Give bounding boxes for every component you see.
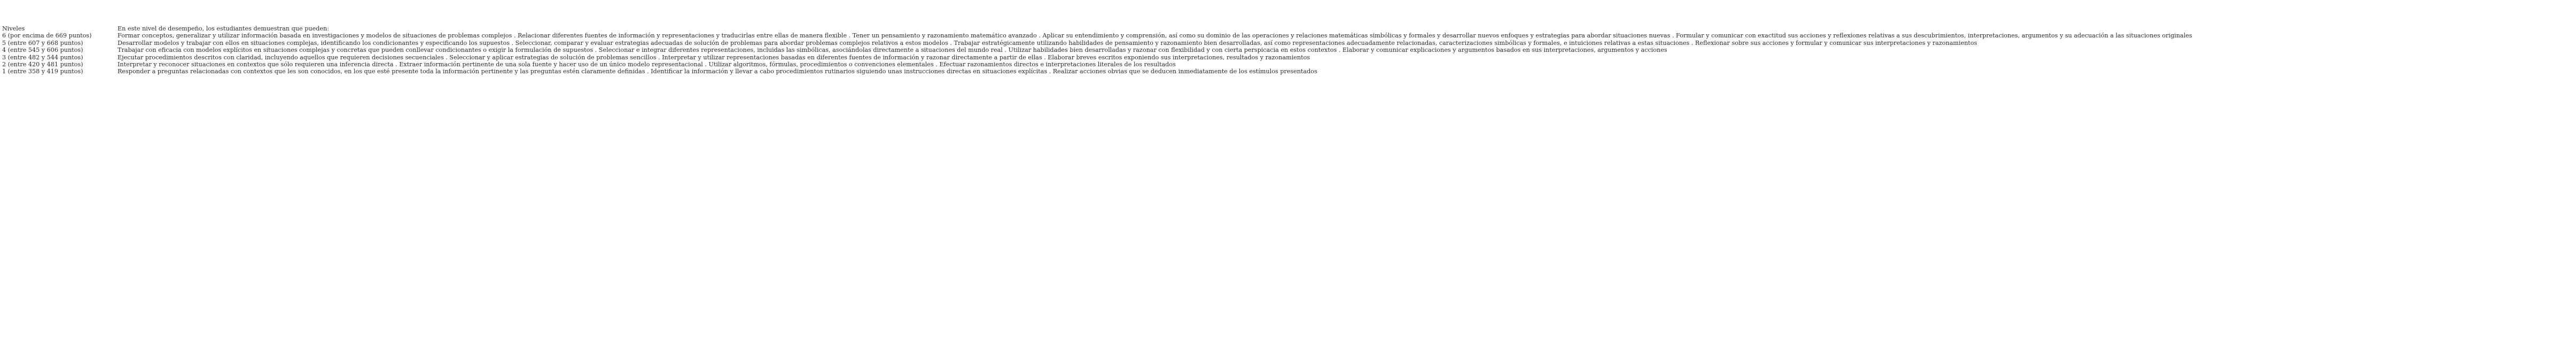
- level-description: Ejecutar procedimientos descritos con claridad, incluyendo aquellos que requieren decisiones secuenciales . Seleccionar y aplicar estrategias de solución de problemas sencillos . Interpretar y utilizar representaciones basadas en diferentes fuentes de información y razonar directamente a partir de ellas . Elaborar breves escritos exponiendo sus interpretaciones, resultados y razonamientos: [118, 53, 1310, 61]
- level-description: Desarrollar modelos y trabajar con ellos en situaciones complejas, identificando los condicionantes y especificando los supuestos . Seleccionar, comparar y evaluar estrategias adecuadas de solución de problemas para abordar problemas complejos relativos a estos modelos . Trabajar estratégicamente utilizando habilidades de pensamiento y razonamiento bien desarrolladas, así como representaciones adecuadamente relacionadas, caracterizaciones simbólicas y formales, e intuiciones relativas a estas situaciones . Reflexionar sobre sus acciones y formular y comunicar sus interpretaciones y razonamientos: [118, 39, 1977, 47]
- level-label: 4 (entre 545 y 606 puntos): [2, 47, 83, 54]
- level-row-1: [2, 68, 2574, 75]
- level-label: 5 (entre 607 y 668 puntos): [2, 39, 83, 47]
- level-description: Formar conceptos, generalizar y utilizar información basada en investigaciones y modelos de situaciones de problemas complejos . Relacionar diferentes fuentes de información y representaciones y traducirlas entre ellas de manera flexible . Tener un pensamiento y razonamiento matemático avanzado . Aplicar su entendimiento y comprensión, así como su dominio de las operaciones y relaciones matemáticas simbólicas y formales y desarrollar nuevos enfoques y estrategias para abordar situaciones nuevas . Formular y comunicar con exactitud sus acciones y reflexiones relativas a sus descubrimientos, interpretaciones, argumentos y su adecuación a las situaciones originales: [118, 32, 2192, 40]
- level-label: 6 (por encima de 669 puntos): [2, 32, 92, 40]
- level-label: 2 (entre 420 y 481 puntos): [2, 60, 83, 68]
- level-row-6: [2, 32, 2574, 39]
- header-row: [2, 25, 2574, 32]
- level-row-4: [2, 47, 2574, 53]
- level-row-5: [2, 40, 2574, 47]
- levels-document: [2, 25, 2574, 75]
- level-row-3: [2, 54, 2574, 61]
- level-description: Trabajar con eficacia con modelos explícitos en situaciones complejas y concretas que pueden conllevar condicionantes o exigir la formulación de supuestos . Seleccionar e integrar diferentes representaciones, incluidas las simbólicas, asociándolas directamente a situaciones del mundo real . Utilizar habilidades bien desarrolladas y razonar con flexibilidad y con cierta perspicacia en estos contextos . Elaborar y comunicar explicaciones y argumentos basados en sus interpretaciones, argumentos y acciones: [118, 47, 1667, 54]
- description-heading: En este nivel de desempeño, los estudiantes demuestran que pueden:: [118, 25, 329, 32]
- level-row-2: [2, 61, 2574, 68]
- level-label: 3 (entre 482 y 544 puntos): [2, 53, 83, 61]
- level-label: 1 (entre 358 y 419 puntos): [2, 68, 83, 75]
- level-description: Responder a preguntas relacionadas con contextos que les son conocidos, en los que esté presente toda la información pertinente y las preguntas estén claramente definidas . Identificar la información y llevar a cabo procedimientos rutinarios siguiendo unas instrucciones directas en situaciones explícitas . Realizar acciones obvias que se deducen inmediatamente de los estímulos presentados: [118, 68, 1317, 75]
- level-description: Interpretar y reconocer situaciones en contextos que sólo requieren una inferencia directa . Extraer información pertinente de una sola fuente y hacer uso de un único modelo representacional . Utilizar algoritmos, fórmulas, procedimientos o convenciones elementales . Efectuar razonamientos directos e interpretaciones literales de los resultados: [118, 60, 1176, 68]
- levels-heading: Niveles: [2, 25, 25, 32]
